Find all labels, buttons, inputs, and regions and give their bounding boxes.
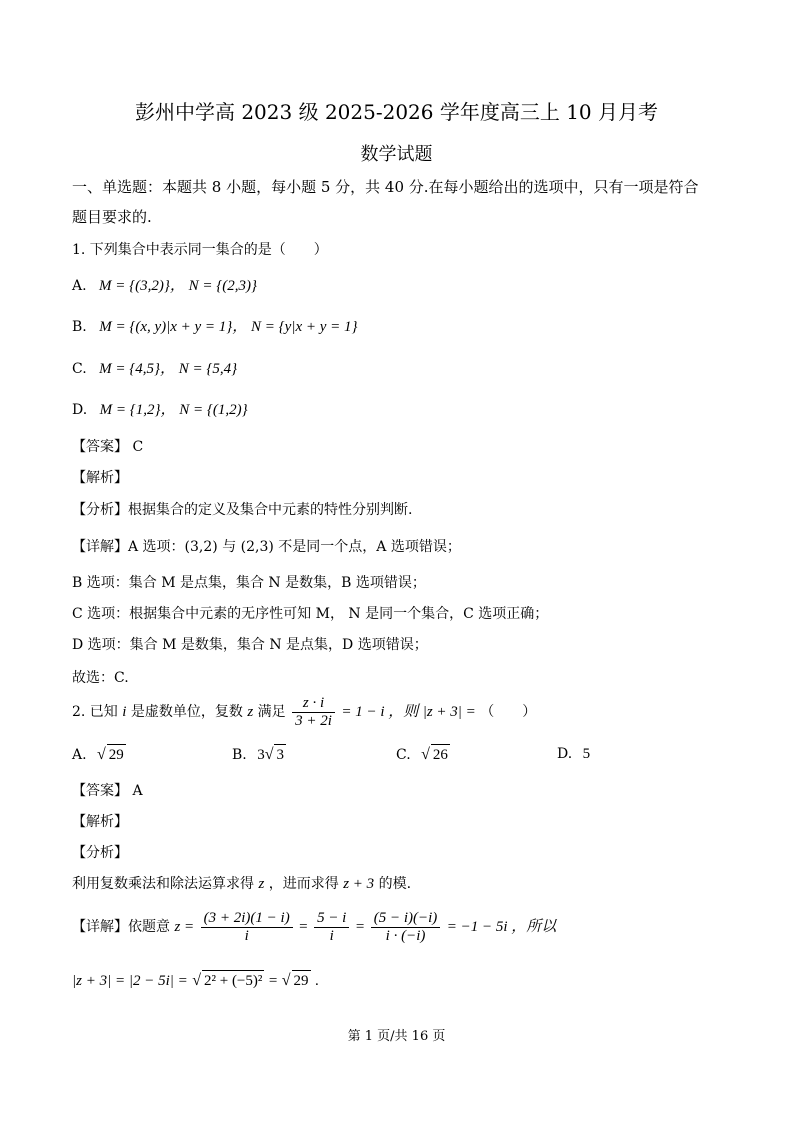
q2-detail-tag: 【详解】依题意 <box>72 919 170 935</box>
q2-stem <box>72 693 536 731</box>
q2-final-sqrt: √ 2² + (−5)² <box>192 972 263 989</box>
q2-method-part-a: 利用复数乘法和除法运算求得 <box>72 876 254 892</box>
q2-var-i: i <box>122 704 127 720</box>
q1-detail-a: 【详解】A 选项：(3,2) 与 (2,3) 不是同一个点，A 选项错误； <box>72 539 461 555</box>
q2-detail-fraction-1 <box>201 910 293 945</box>
q1-answer <box>72 437 143 457</box>
q2-fraction <box>292 695 335 730</box>
q2-option-b-math: 3√ 3 <box>257 746 284 763</box>
q1-option-c <box>72 359 237 379</box>
q2-jiexi-heading: 【解析】 <box>72 814 128 830</box>
q1-analysis: 【分析】根据集合的定义及集合中元素的特性分别判断. <box>72 502 413 518</box>
q2-option-b-radicand: 3 <box>274 744 286 765</box>
q2-option-c-radicand: 26 <box>431 744 450 765</box>
q2-detail-fraction-1-denominator: i <box>244 927 249 944</box>
q1-detail-c: C 选项：根据集合中元素的无序性可知 M， N 是同一个集合，C 选项正确； <box>72 606 549 622</box>
q1-option-d <box>72 400 248 420</box>
q2-stem-part-f: （ ） <box>480 704 537 720</box>
q1-option-d-math: M = {1,2}， N = {(1,2)} <box>99 402 248 418</box>
q2-fraction-denominator: 3 + 2i <box>295 712 332 729</box>
q2-final-dot: . <box>315 973 319 989</box>
q1-option-a-math: M = {(3,2)}， N = {(2,3)} <box>99 278 257 294</box>
q1-option-d-label: D. <box>72 402 88 418</box>
page-number: 第 1 页/共 16 页 <box>347 1029 446 1044</box>
q2-option-b-label: B. <box>232 747 247 763</box>
q2-option-c-math: √ 26 <box>421 746 448 763</box>
q2-option-a-label: A. <box>72 747 87 763</box>
q1-detail-b: B 选项：集合 M 是点集，集合 N 是数集，B 选项错误； <box>72 575 426 591</box>
q2-option-c-label: C. <box>396 747 411 763</box>
document-subtitle: 数学试题 <box>360 144 433 165</box>
q2-stem-part-c: 满足 <box>257 704 286 720</box>
q2-detail-fraction-1-numerator: (3 + 2i)(1 − i) <box>201 910 293 928</box>
q1-answer-value: C <box>132 439 144 455</box>
q2-final-left: |z + 3| = |2 − 5i| = <box>72 973 188 989</box>
q2-analysis-heading: 【分析】 <box>72 845 128 861</box>
q2-final-value-radicand: 29 <box>292 970 311 991</box>
q1-detail-d: D 选项：集合 M 是数集，集合 N 是点集，D 选项错误； <box>72 637 428 653</box>
q1-option-b <box>72 317 358 337</box>
q2-option-c <box>396 744 450 765</box>
q1-option-a <box>72 276 257 296</box>
q2-final-radicand: 2² + (−5)² <box>202 970 264 991</box>
q2-detail-result: = −1 − 5i ，所以 <box>446 919 557 935</box>
q2-stem-part-d: = 1 − i ，则 <box>341 704 419 720</box>
section-heading-line1: 一、单选题：本题共 8 小题，每小题 5 分，共 40 分.在每小题给出的选项中，只有一项是符合 <box>72 178 699 196</box>
q1-answer-tag: 【答案】 <box>72 439 128 455</box>
q2-answer-value: A <box>132 783 143 799</box>
q2-detail-fraction-2 <box>314 910 349 945</box>
q1-choose: 故选：C. <box>72 670 129 686</box>
q1-option-b-label: B. <box>72 319 87 335</box>
q2-detail-fraction-2-numerator: 5 − i <box>314 910 349 928</box>
q2-stem-part-e: |z + 3| = <box>422 704 476 720</box>
q1-option-c-math: M = {4,5}， N = {5,4} <box>99 361 238 377</box>
q2-method <box>72 874 411 894</box>
q2-fraction-numerator: z · i <box>292 695 335 713</box>
q2-final <box>72 970 319 991</box>
q2-detail-fraction-2-denominator: i <box>329 927 334 944</box>
q2-method-part-b: ，进而求得 <box>268 876 339 892</box>
q2-option-d-value: 5 <box>582 746 591 762</box>
q1-option-a-label: A. <box>72 278 87 294</box>
q2-detail-fraction-3 <box>371 910 441 945</box>
q2-final-value: √ 29 <box>281 972 309 989</box>
q2-detail: 【详解】依题意 z = $\frac{(3 + 2i)(1 - i)}{i}$ = $\frac{5 - i}{i}$ = $\frac{(5 - i)(-i)}{i \cdot (-i)}$ = −1 − 5i ，所以 <box>72 909 557 944</box>
q2-option-b <box>232 744 286 765</box>
q1-stem: 1. 下列集合中表示同一集合的是（ ） <box>72 242 328 258</box>
q2-method-z: z <box>258 876 265 892</box>
document-title: 彭州中学高 2023 级 2025-2026 学年度高三上 10 月月考 <box>134 100 659 124</box>
q2-answer-tag: 【答案】 <box>72 783 128 799</box>
q2-method-part-c: 的模. <box>378 876 412 892</box>
q2-final-equals: = <box>268 973 278 989</box>
q1-option-c-label: C. <box>72 361 87 377</box>
q2-option-d-label: D. <box>557 746 573 762</box>
q2-option-a-radicand: 29 <box>107 744 126 765</box>
q2-var-z: z <box>247 704 254 720</box>
q2-option-b-coefficient: 3 <box>257 747 265 763</box>
q2-stem-part-a: 2. 已知 <box>72 704 118 720</box>
section-heading-line2: 题目要求的. <box>72 208 152 226</box>
q2-option-d <box>557 744 590 764</box>
q2-detail-z: z = <box>174 919 195 935</box>
q1-jiexi-heading: 【解析】 <box>72 470 128 486</box>
q2-detail-fraction-3-denominator: i · (−i) <box>385 927 426 944</box>
q1-option-b-math: M = {(x, y)|x + y = 1}， N = {y|x + y = 1} <box>99 319 358 335</box>
q2-method-z-plus-3: z + 3 <box>343 876 375 892</box>
q2-detail-fraction-3-numerator: (5 − i)(−i) <box>371 910 441 928</box>
q2-stem-part-b: 是虚数单位，复数 <box>130 704 243 720</box>
q2-option-a-math: √ 29 <box>97 746 124 763</box>
q2-answer <box>72 781 143 801</box>
q2-option-a <box>72 744 126 765</box>
